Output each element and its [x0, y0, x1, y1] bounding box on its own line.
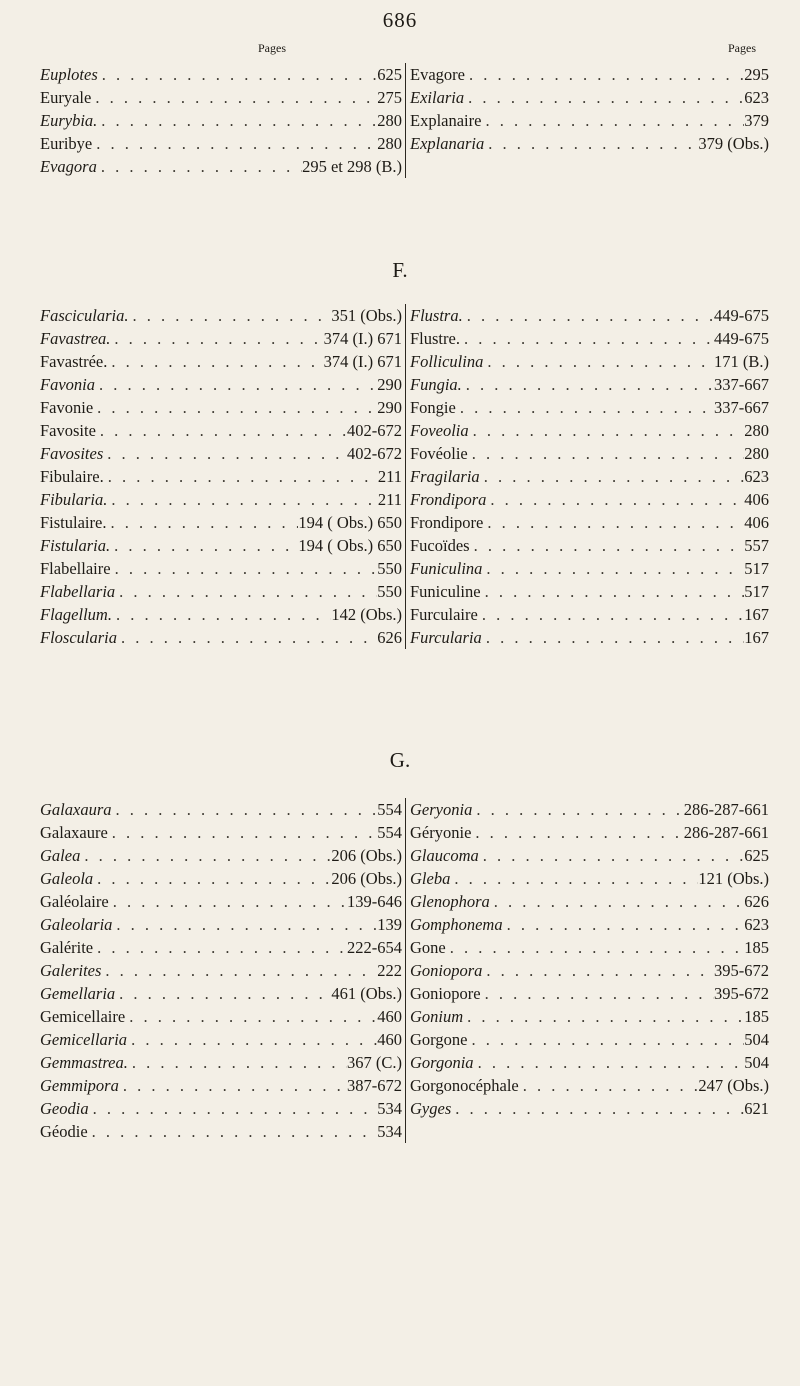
- index-entry: [40, 488, 405, 511]
- dot-leader: [481, 109, 744, 132]
- page-reference: 550: [377, 582, 402, 601]
- index-term: Favastrée.: [40, 352, 108, 371]
- dot-leader: [89, 1097, 378, 1120]
- page-reference: 504: [744, 1053, 769, 1072]
- index-term: Evagora: [40, 157, 97, 176]
- page-reference: 351 (Obs.): [331, 306, 402, 325]
- index-term: Galea: [40, 846, 81, 865]
- index-term: Fascicularia.: [40, 306, 129, 325]
- index-term: Gemmipora: [40, 1076, 119, 1095]
- dot-leader: [471, 821, 683, 844]
- index-term: Fucoïdes: [410, 536, 470, 555]
- page-reference: 286-287-661: [683, 823, 769, 842]
- page-reference: 171 (B.): [714, 352, 769, 371]
- index-entry: [406, 350, 771, 373]
- index-term: Glaucoma: [410, 846, 479, 865]
- dot-leader: [115, 982, 331, 1005]
- page-reference: 461 (Obs.): [331, 984, 402, 1003]
- index-column-right: [406, 304, 771, 649]
- index-entry: [40, 913, 405, 936]
- dot-leader: [470, 534, 745, 557]
- index-term: Glenophora: [410, 892, 490, 911]
- index-entry: [40, 580, 405, 603]
- dot-leader: [92, 132, 377, 155]
- index-term: Folliculina: [410, 352, 484, 371]
- index-entry: [40, 442, 405, 465]
- index-term: Fungia.: [410, 375, 462, 394]
- page-reference: 295 et 298 (B.): [302, 157, 402, 176]
- dot-leader: [125, 1005, 377, 1028]
- index-entry: [406, 798, 771, 821]
- index-term: Favosite: [40, 421, 96, 440]
- page-reference: 460: [377, 1030, 402, 1049]
- page-reference: 395-672: [714, 961, 769, 980]
- index-term: Gyges: [410, 1099, 452, 1118]
- pages-heading-left: Pages: [258, 41, 286, 55]
- index-term: Flagellum.: [40, 605, 112, 624]
- index-term: Gorgonocéphale: [410, 1076, 519, 1095]
- index-term: Favosites: [40, 444, 104, 463]
- index-term: Géryonie: [410, 823, 472, 842]
- index-entry: [406, 132, 771, 155]
- index-term: Gemmastrea.: [40, 1053, 128, 1072]
- index-term: Galaxaure: [40, 823, 108, 842]
- index-entry: [406, 580, 771, 603]
- index-term: Gorgone: [410, 1030, 468, 1049]
- index-entry: [406, 913, 771, 936]
- page-reference: 211: [377, 490, 402, 509]
- index-entry: [40, 350, 405, 373]
- page-reference: 185: [744, 938, 769, 957]
- page-reference: 379 (Obs.): [698, 134, 769, 153]
- index-term: Gomphonema: [410, 915, 503, 934]
- dot-leader: [93, 867, 331, 890]
- index-entry: [40, 603, 405, 626]
- index-term: Evagore: [410, 65, 465, 84]
- page-reference: 337-667: [714, 375, 769, 394]
- dot-leader: [127, 1028, 377, 1051]
- index-term: Fongie: [410, 398, 456, 417]
- index-entry: [406, 488, 771, 511]
- index-entry: [40, 1005, 405, 1028]
- index-entry: [40, 821, 405, 844]
- dot-leader: [478, 603, 744, 626]
- page-reference: 290: [377, 398, 402, 417]
- dot-leader: [490, 890, 745, 913]
- dot-leader: [106, 511, 298, 534]
- index-entry: [406, 109, 771, 132]
- dot-leader: [98, 63, 378, 86]
- index-term: Gemellaria: [40, 984, 116, 1003]
- dot-leader: [128, 304, 331, 327]
- dot-leader: [482, 626, 744, 649]
- dot-leader: [97, 155, 302, 178]
- index-term: Gemicellaire: [40, 1007, 126, 1026]
- index-entry: [406, 419, 771, 442]
- index-entry: [406, 936, 771, 959]
- dot-leader: [463, 304, 714, 327]
- index-term: Foveolia: [410, 421, 469, 440]
- section-f: [40, 304, 770, 649]
- pages-heading-right: Pages: [728, 41, 756, 55]
- index-term: Fragilaria: [410, 467, 480, 486]
- dot-leader: [479, 844, 745, 867]
- index-entry: [406, 959, 771, 982]
- index-entry: [40, 844, 405, 867]
- dot-leader: [96, 419, 347, 442]
- index-term: Explanaria: [410, 134, 485, 153]
- index-term: Explanaire: [410, 111, 482, 130]
- index-term: Galéolaire: [40, 892, 109, 911]
- page-reference: 406: [744, 513, 769, 532]
- dot-leader: [480, 465, 745, 488]
- page-reference: 194 ( Obs.) 650: [298, 536, 402, 555]
- index-entry: [40, 1120, 405, 1143]
- page-reference: 185: [744, 1007, 769, 1026]
- dot-leader: [481, 580, 745, 603]
- page-reference: 167: [744, 605, 769, 624]
- section-e-continued: [40, 41, 770, 178]
- dot-leader: [107, 488, 377, 511]
- dot-leader: [107, 350, 323, 373]
- index-entry: [40, 982, 405, 1005]
- index-term: Flabellaire: [40, 559, 111, 578]
- dot-leader: [109, 890, 347, 913]
- index-term: Gorgonia: [410, 1053, 474, 1072]
- index-entry: [406, 304, 771, 327]
- dot-leader: [119, 1074, 347, 1097]
- page-reference: 460: [377, 1007, 402, 1026]
- index-term: Frondipore: [410, 513, 484, 532]
- dot-leader: [465, 63, 744, 86]
- index-entry: [40, 798, 405, 821]
- index-entry: [406, 63, 771, 86]
- index-entry: [40, 132, 405, 155]
- page-reference: 211: [377, 467, 402, 486]
- index-term: Flustre.: [410, 329, 460, 348]
- dot-leader: [128, 1051, 347, 1074]
- index-entry: [40, 327, 405, 350]
- index-term: Floscularia: [40, 628, 117, 647]
- page-reference: 374 (I.) 671: [323, 329, 402, 348]
- page-reference: 554: [377, 800, 402, 819]
- index-entry: [406, 844, 771, 867]
- index-term: Fistularia.: [40, 536, 111, 555]
- index-entry: [40, 1051, 405, 1074]
- index-entry: [406, 626, 771, 649]
- dot-leader: [95, 373, 377, 396]
- page-reference: 142 (Obs.): [331, 605, 402, 624]
- dot-leader: [93, 396, 377, 419]
- index-entry: [40, 511, 405, 534]
- index-entry: [406, 867, 771, 890]
- dot-leader: [472, 798, 683, 821]
- index-column-left: [40, 798, 406, 1143]
- index-term: Eurybia.: [40, 111, 98, 130]
- page-reference: 504: [744, 1030, 769, 1049]
- dot-leader: [486, 488, 744, 511]
- dot-leader: [481, 982, 714, 1005]
- dot-leader: [103, 442, 347, 465]
- dot-leader: [463, 1005, 744, 1028]
- dot-leader: [483, 350, 714, 373]
- index-entry: [40, 890, 405, 913]
- page-reference: 623: [744, 467, 769, 486]
- index-entry: [40, 373, 405, 396]
- dot-leader: [519, 1074, 699, 1097]
- page-reference: 194 ( Obs.) 650: [298, 513, 402, 532]
- index-column-left: [40, 304, 406, 649]
- dot-leader: [91, 86, 377, 109]
- page-reference: 626: [744, 892, 769, 911]
- index-column-right: [406, 63, 771, 178]
- index-entry: [40, 626, 405, 649]
- page-reference: 280: [377, 134, 402, 153]
- index-term: Galérite: [40, 938, 94, 957]
- page-reference: 290: [377, 375, 402, 394]
- page-reference: 626: [377, 628, 402, 647]
- dot-leader: [464, 86, 744, 109]
- index-entry: [40, 63, 405, 86]
- index-entry: [406, 890, 771, 913]
- dot-leader: [474, 1051, 745, 1074]
- page-reference: 206 (Obs.): [331, 869, 402, 888]
- index-term: Furculaire: [410, 605, 478, 624]
- index-entry: [406, 511, 771, 534]
- index-term: Flustra.: [410, 306, 463, 325]
- index-entry: [406, 1097, 771, 1120]
- page-reference: 449-675: [714, 306, 769, 325]
- index-entry: [40, 936, 405, 959]
- index-entry: [406, 373, 771, 396]
- index-term: Galaxaura: [40, 800, 112, 819]
- index-term: Goniopore: [410, 984, 481, 1003]
- section-letter-g: G.: [389, 748, 411, 772]
- dot-leader: [110, 327, 323, 350]
- index-entry: [406, 1005, 771, 1028]
- index-term: Fibularia.: [40, 490, 108, 509]
- dot-leader: [115, 580, 377, 603]
- index-term: Geodia: [40, 1099, 89, 1118]
- dot-leader: [503, 913, 745, 936]
- index-term: Gemicellaria: [40, 1030, 128, 1049]
- index-entry: [406, 86, 771, 109]
- section-g: [40, 798, 770, 1143]
- index-term: Euplotes: [40, 65, 98, 84]
- index-entry: [40, 419, 405, 442]
- dot-leader: [104, 465, 378, 488]
- index-term: Galeolaria: [40, 915, 113, 934]
- dot-leader: [462, 373, 714, 396]
- index-term: Frondipora: [410, 490, 487, 509]
- page-reference: 379: [744, 111, 769, 130]
- page-reference: 280: [377, 111, 402, 130]
- index-column-left: [40, 63, 406, 178]
- page-reference: 623: [744, 88, 769, 107]
- page-reference: 295: [744, 65, 769, 84]
- page-reference: 387-672: [347, 1076, 402, 1095]
- dot-leader: [460, 327, 714, 350]
- index-term: Gleba: [410, 869, 451, 888]
- page-reference: 402-672: [347, 444, 402, 463]
- index-entry: [40, 534, 405, 557]
- page-reference: 286-287-661: [683, 800, 769, 819]
- dot-leader: [108, 821, 377, 844]
- index-entry: [40, 86, 405, 109]
- page-reference: 222-654: [347, 938, 402, 957]
- dot-leader: [482, 557, 744, 580]
- index-entry: [406, 1028, 771, 1051]
- page-reference: 557: [744, 536, 769, 555]
- index-term: Flabellaria: [40, 582, 116, 601]
- index-entry: [406, 821, 771, 844]
- index-entry: [406, 396, 771, 419]
- index-entry: [406, 442, 771, 465]
- index-entry: [40, 1074, 405, 1097]
- page-reference: 621: [744, 1099, 769, 1118]
- index-entry: [40, 304, 405, 327]
- index-entry: [406, 327, 771, 350]
- dot-leader: [468, 442, 745, 465]
- index-term: Géodie: [40, 1122, 88, 1141]
- dot-leader: [450, 867, 698, 890]
- page-reference: 517: [744, 559, 769, 578]
- page-reference: 121 (Obs.): [698, 869, 769, 888]
- page-reference: 374 (I.) 671: [323, 352, 402, 371]
- page-number: 686: [382, 8, 418, 32]
- index-entry: [406, 1051, 771, 1074]
- index-entry: [40, 1028, 405, 1051]
- index-term: Galeola: [40, 869, 94, 888]
- page-reference: 139: [377, 915, 402, 934]
- page-reference: 406: [744, 490, 769, 509]
- page-reference: 206 (Obs.): [331, 846, 402, 865]
- index-entry: [40, 557, 405, 580]
- page-reference: 280: [744, 421, 769, 440]
- index-entry: [40, 465, 405, 488]
- index-entry: [40, 1097, 405, 1120]
- index-term: Funiculine: [410, 582, 481, 601]
- index-entry: [40, 867, 405, 890]
- dot-leader: [112, 913, 377, 936]
- index-term: Favonia: [40, 375, 95, 394]
- dot-leader: [467, 1028, 744, 1051]
- page-reference: 550: [377, 559, 402, 578]
- index-term: Furcularia: [410, 628, 482, 647]
- page-reference: 275: [377, 88, 402, 107]
- index-term: Favonie: [40, 398, 94, 417]
- index-column-right: [406, 798, 771, 1143]
- page-reference: 554: [377, 823, 402, 842]
- page-reference: 534: [377, 1122, 402, 1141]
- index-term: Fibulaire.: [40, 467, 104, 486]
- index-entry: [406, 603, 771, 626]
- index-term: Euryale: [40, 88, 92, 107]
- page-reference: 517: [744, 582, 769, 601]
- index-entry: [406, 982, 771, 1005]
- index-entry: [406, 1074, 771, 1097]
- dot-leader: [88, 1120, 378, 1143]
- index-term: Geryonia: [410, 800, 473, 819]
- page-reference: 625: [744, 846, 769, 865]
- page-reference: 167: [744, 628, 769, 647]
- dot-leader: [446, 936, 745, 959]
- dot-leader: [80, 844, 331, 867]
- page-reference: 367 (C.): [347, 1053, 402, 1072]
- page-reference: 280: [744, 444, 769, 463]
- index-entry: [40, 109, 405, 132]
- dot-leader: [484, 132, 698, 155]
- page-reference: 337-667: [714, 398, 769, 417]
- page-reference: 395-672: [714, 984, 769, 1003]
- dot-leader: [469, 419, 745, 442]
- page-reference: 222: [377, 961, 402, 980]
- page-reference: 625: [377, 65, 402, 84]
- section-letter-f: F.: [392, 258, 408, 282]
- index-term: Funiculina: [410, 559, 483, 578]
- index-term: Euribye: [40, 134, 93, 153]
- dot-leader: [97, 109, 377, 132]
- index-term: Gone: [410, 938, 446, 957]
- page-reference: 139-646: [347, 892, 402, 911]
- dot-leader: [117, 626, 377, 649]
- index-term: Goniopora: [410, 961, 483, 980]
- page-reference: 534: [377, 1099, 402, 1118]
- index-term: Fistulaire.: [40, 513, 107, 532]
- dot-leader: [483, 511, 744, 534]
- dot-leader: [111, 557, 378, 580]
- index-term: Galerites: [40, 961, 102, 980]
- dot-leader: [112, 798, 378, 821]
- dot-leader: [451, 1097, 744, 1120]
- dot-leader: [110, 534, 298, 557]
- page-reference: 402-672: [347, 421, 402, 440]
- page-reference: 449-675: [714, 329, 769, 348]
- index-term: Fovéolie: [410, 444, 468, 463]
- dot-leader: [112, 603, 331, 626]
- dot-leader: [456, 396, 714, 419]
- dot-leader: [101, 959, 377, 982]
- index-entry: [406, 557, 771, 580]
- index-term: Gonium: [410, 1007, 464, 1026]
- index-entry: [406, 534, 771, 557]
- index-entry: [406, 465, 771, 488]
- index-term: Favastrea.: [40, 329, 111, 348]
- index-term: Exilaria: [410, 88, 465, 107]
- dot-leader: [93, 936, 347, 959]
- page-reference: 247 (Obs.): [698, 1076, 769, 1095]
- index-entry: [40, 396, 405, 419]
- index-entry: [40, 959, 405, 982]
- page-reference: 623: [744, 915, 769, 934]
- dot-leader: [482, 959, 714, 982]
- index-entry: [40, 155, 405, 178]
